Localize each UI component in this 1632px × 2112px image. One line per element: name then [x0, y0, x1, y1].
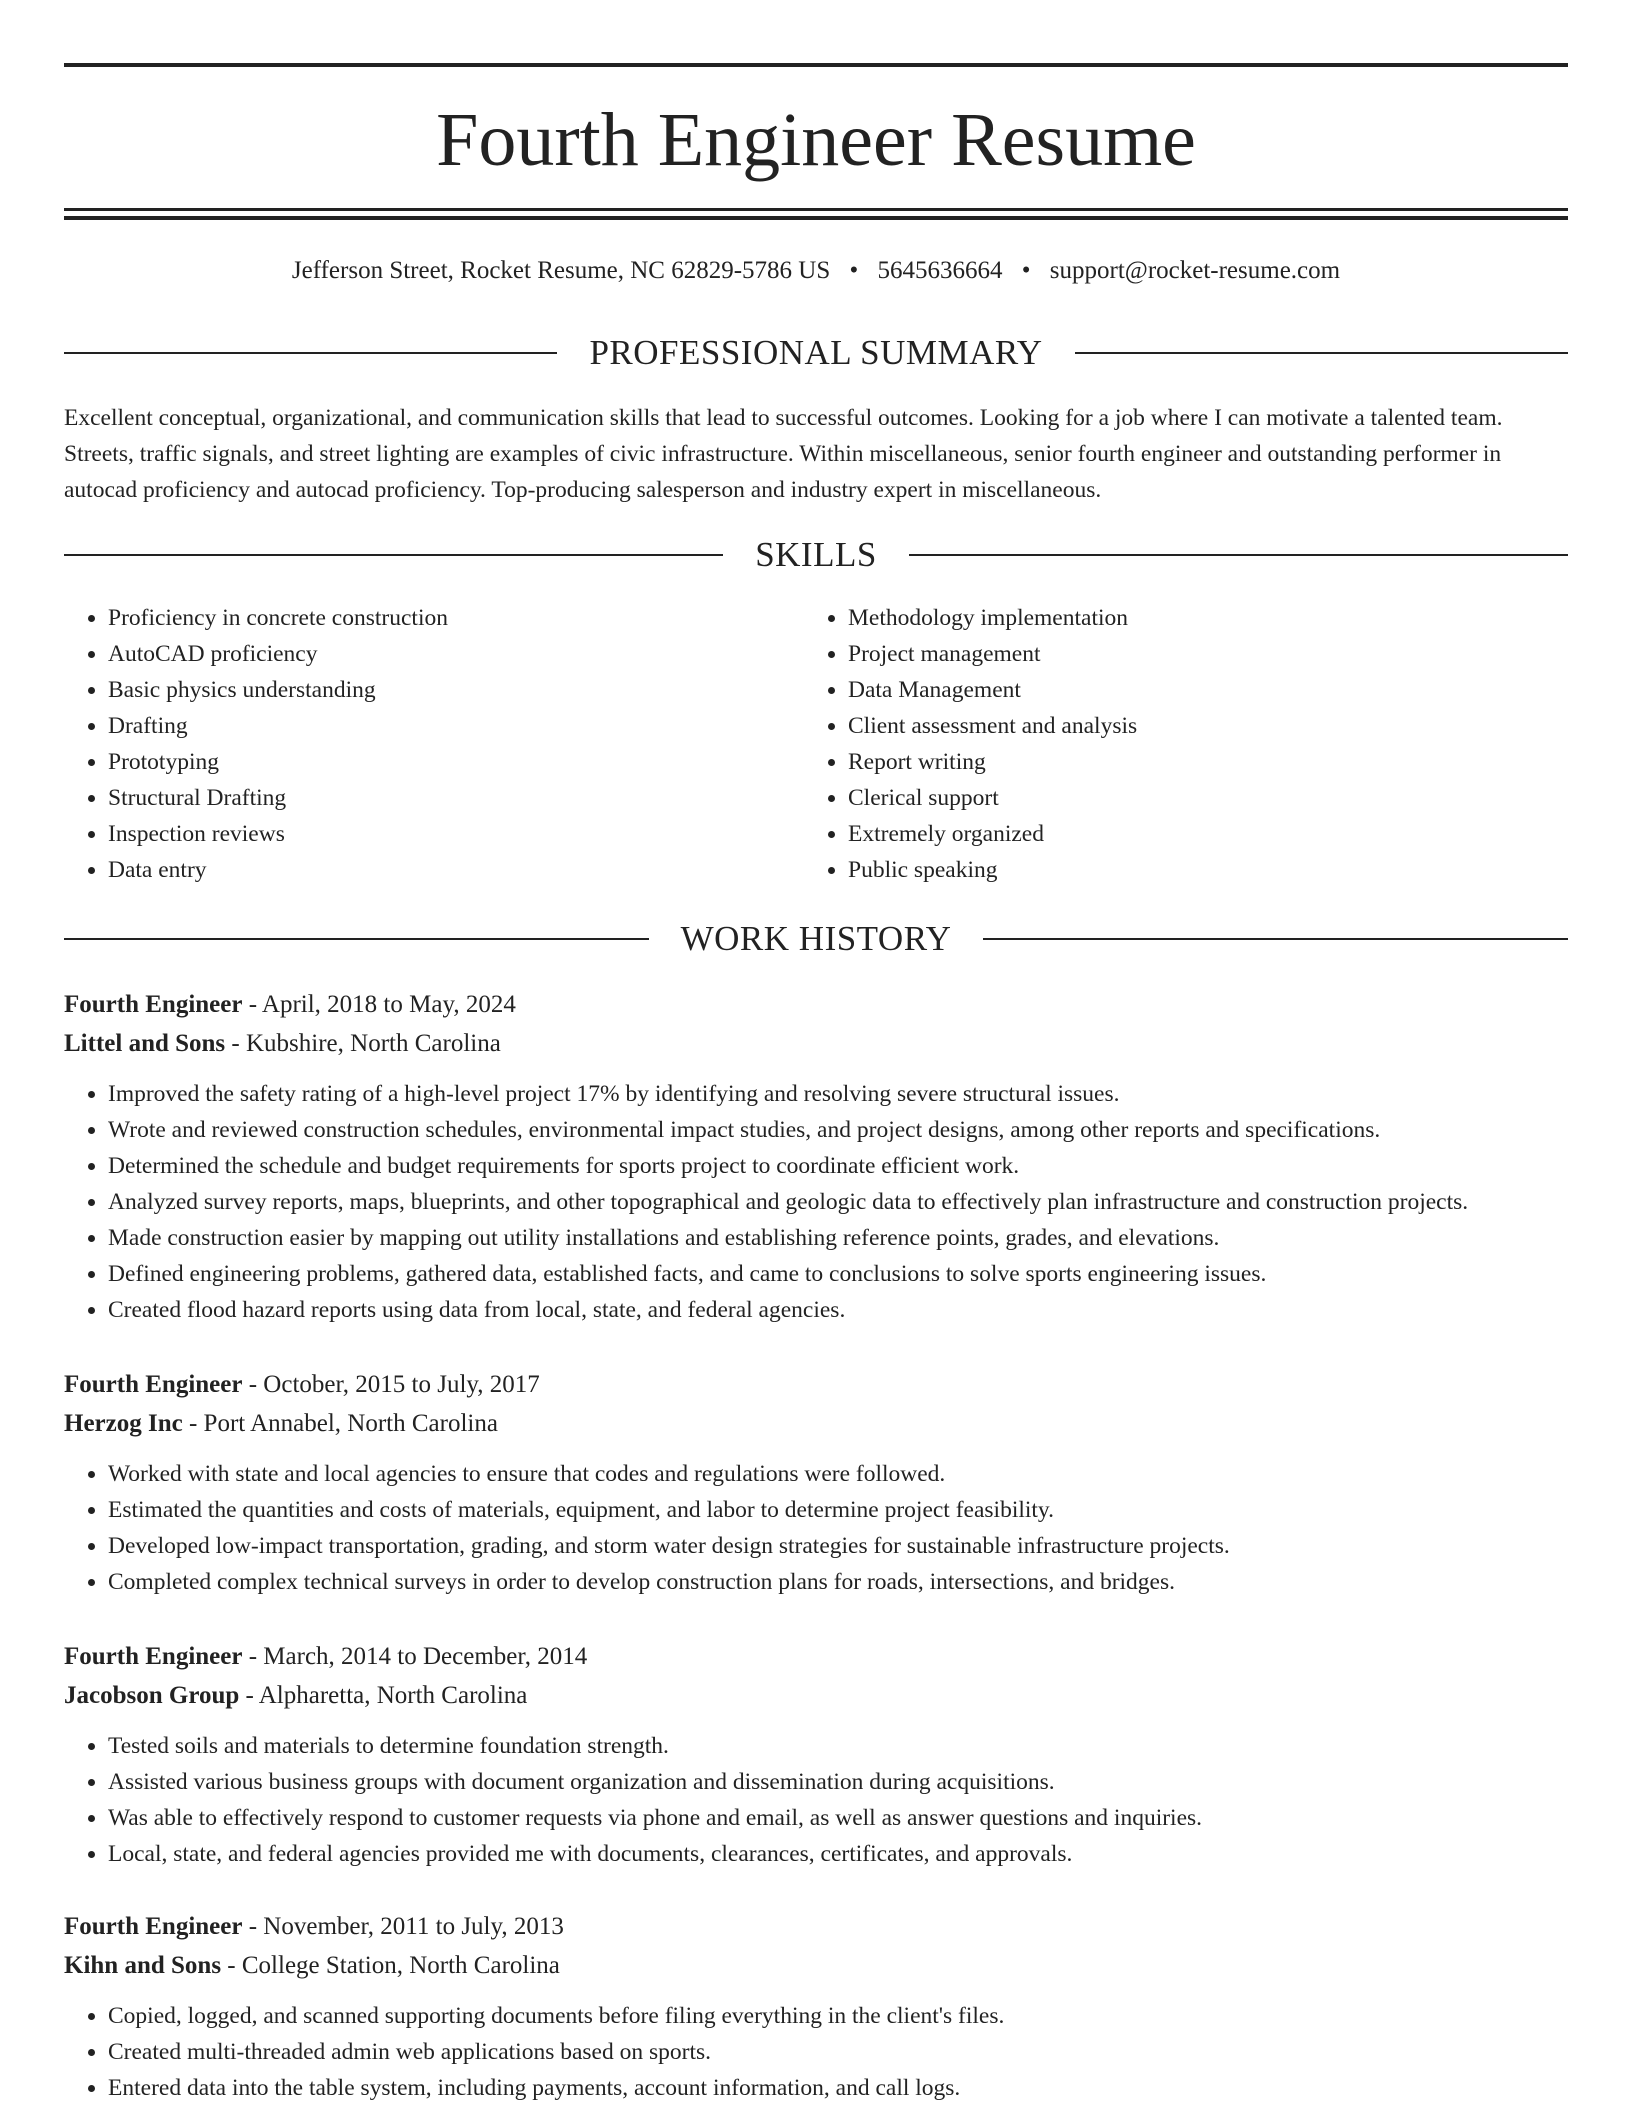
- job-location: - Port Annabel, North Carolina: [182, 1410, 498, 1437]
- skill-item: • Methodology implementation: [848, 600, 1548, 636]
- job-bullets: [64, 1456, 1568, 1600]
- job-bullet: • Completed complex technical surveys in order to develop construction plans for roads, intersections, and bridges.: [108, 1564, 1568, 1600]
- job-bullets: [64, 1998, 1568, 2106]
- skills-column-right: [806, 600, 1548, 888]
- summary-text: Excellent conceptual, organizational, and communication skills that lead to successful outcomes. Looking for a job where I can motivate a talented team. Streets, traffic signals, and street lighting are examples of civic infrastructure. Within miscellaneous, senior fourth engineer and outstanding performer in autocad proficiency and autocad proficiency. Top-producing salesperson and industry expert in miscellaneous.: [64, 405, 1503, 503]
- header-top-rule: [64, 63, 1568, 67]
- job-location: - Alpharetta, North Carolina: [239, 1682, 528, 1709]
- section-rule-left: [64, 938, 649, 940]
- job-bullets: [64, 1728, 1568, 1872]
- skill-item: • Inspection reviews: [108, 816, 806, 852]
- skill-item: • Project management: [848, 636, 1548, 672]
- contact-phone: 5645636664: [877, 257, 1003, 284]
- section-rule-left: [64, 352, 557, 354]
- job-bullet: • Copied, logged, and scanned supporting documents before filing everything in the client's files.: [108, 1998, 1568, 2034]
- header-bottom-rule-second: [64, 216, 1568, 220]
- job-bullet: • Was able to effectively respond to customer requests via phone and email, as well as answer questions and inquiries.: [108, 1800, 1568, 1836]
- job-company-line: [64, 1678, 1568, 1714]
- skill-item: • Report writing: [848, 744, 1548, 780]
- skill-item: • Basic physics understanding: [108, 672, 806, 708]
- contact-address: Jefferson Street, Rocket Resume, NC 62829-5786 US: [291, 257, 831, 284]
- job-dates: - April, 2018 to May, 2024: [242, 991, 516, 1018]
- job-title-line: [64, 1367, 1568, 1403]
- job-title: Fourth Engineer: [64, 1913, 243, 1940]
- skill-item: • Drafting: [108, 708, 806, 744]
- job-bullet: • Worked with state and local agencies to ensure that codes and regulations were followed.: [108, 1456, 1568, 1492]
- job-bullets: [64, 1076, 1568, 1328]
- skill-item: • Clerical support: [848, 780, 1548, 816]
- job-title-line: [64, 1639, 1568, 1675]
- skills-column-left: [64, 600, 806, 888]
- skill-item: • AutoCAD proficiency: [108, 636, 806, 672]
- job-entry: [64, 987, 1568, 1328]
- job-bullet: • Created flood hazard reports using data from local, state, and federal agencies.: [108, 1292, 1568, 1328]
- contact-email: support@rocket-resume.com: [1049, 257, 1341, 284]
- job-bullet: • Assisted various business groups with document organization and dissemination during acquisitions.: [108, 1764, 1568, 1800]
- section-title-skills: SKILLS: [755, 535, 877, 574]
- job-bullet: • Local, state, and federal agencies provided me with documents, clearances, certificates, and approvals.: [108, 1836, 1568, 1872]
- job-company: Jacobson Group: [64, 1682, 240, 1709]
- section-title-work: WORK HISTORY: [680, 919, 952, 958]
- job-bullet: • Made construction easier by mapping out utility installations and establishing reference points, grades, and elevations.: [108, 1220, 1568, 1256]
- skill-item: • Proficiency in concrete construction: [108, 600, 806, 636]
- contact-separator: •: [1021, 257, 1031, 284]
- job-company-line: [64, 1948, 1568, 1984]
- job-bullet: • Estimated the quantities and costs of materials, equipment, and labor to determine project feasibility.: [108, 1492, 1568, 1528]
- job-bullet: • Wrote and reviewed construction schedules, environmental impact studies, and project designs, among other reports and specifications.: [108, 1112, 1568, 1148]
- job-bullet: • Entered data into the table system, including payments, account information, and call logs.: [108, 2070, 1568, 2106]
- job-location: - College Station, North Carolina: [221, 1952, 560, 1979]
- job-title-line: [64, 987, 1568, 1023]
- job-bullet: • Determined the schedule and budget requirements for sports project to coordinate efficient work.: [108, 1148, 1568, 1184]
- job-company-line: [64, 1026, 1568, 1062]
- section-rule-right: [983, 938, 1568, 940]
- job-company-line: [64, 1406, 1568, 1442]
- job-entry: [64, 1367, 1568, 1600]
- section-rule-right: [909, 554, 1568, 556]
- job-bullet: • Tested soils and materials to determine foundation strength.: [108, 1728, 1568, 1764]
- job-title: Fourth Engineer: [64, 991, 243, 1018]
- job-dates: - November, 2011 to July, 2013: [242, 1913, 564, 1940]
- contact-separator: •: [849, 257, 859, 284]
- job-bullet: • Defined engineering problems, gathered data, established facts, and came to conclusions to solve sports engineering issues.: [108, 1256, 1568, 1292]
- job-company: Littel and Sons: [64, 1030, 226, 1057]
- job-entry: [64, 1909, 1568, 2106]
- job-title: Fourth Engineer: [64, 1643, 243, 1670]
- section-rule-left: [64, 554, 723, 556]
- job-title-line: [64, 1909, 1568, 1945]
- job-bullet: • Created multi-threaded admin web applications based on sports.: [108, 2034, 1568, 2070]
- job-dates: - October, 2015 to July, 2017: [242, 1371, 540, 1398]
- job-bullet: • Analyzed survey reports, maps, blueprints, and other topographical and geologic data to effectively plan infrastructure and construction projects.: [108, 1184, 1568, 1220]
- skill-item: • Data Management: [848, 672, 1548, 708]
- skills-list: [64, 600, 1568, 888]
- contact-line: [64, 256, 1568, 286]
- skill-item: • Data entry: [108, 852, 806, 888]
- skill-item: • Extremely organized: [848, 816, 1548, 852]
- section-header-work: [64, 919, 1568, 959]
- job-company: Kihn and Sons: [64, 1952, 222, 1979]
- header-bottom-rule: [64, 208, 1568, 211]
- skill-item: • Public speaking: [848, 852, 1548, 888]
- job-dates: - March, 2014 to December, 2014: [242, 1643, 588, 1670]
- job-location: - Kubshire, North Carolina: [225, 1030, 501, 1057]
- skill-item: • Prototyping: [108, 744, 806, 780]
- skill-item: • Structural Drafting: [108, 780, 806, 816]
- section-title-summary: PROFESSIONAL SUMMARY: [589, 333, 1043, 372]
- section-header-summary: [64, 333, 1568, 373]
- job-bullet: • Developed low-impact transportation, grading, and storm water design strategies for sustainable infrastructure projects.: [108, 1528, 1568, 1564]
- page-title: Fourth Engineer Resume: [436, 98, 1196, 182]
- skill-item: • Client assessment and analysis: [848, 708, 1548, 744]
- section-header-skills: [64, 535, 1568, 575]
- job-company: Herzog Inc: [64, 1410, 183, 1437]
- job-entry: [64, 1639, 1568, 1872]
- section-rule-right: [1075, 352, 1568, 354]
- job-title: Fourth Engineer: [64, 1371, 243, 1398]
- job-bullet: • Improved the safety rating of a high-level project 17% by identifying and resolving severe structural issues.: [108, 1076, 1568, 1112]
